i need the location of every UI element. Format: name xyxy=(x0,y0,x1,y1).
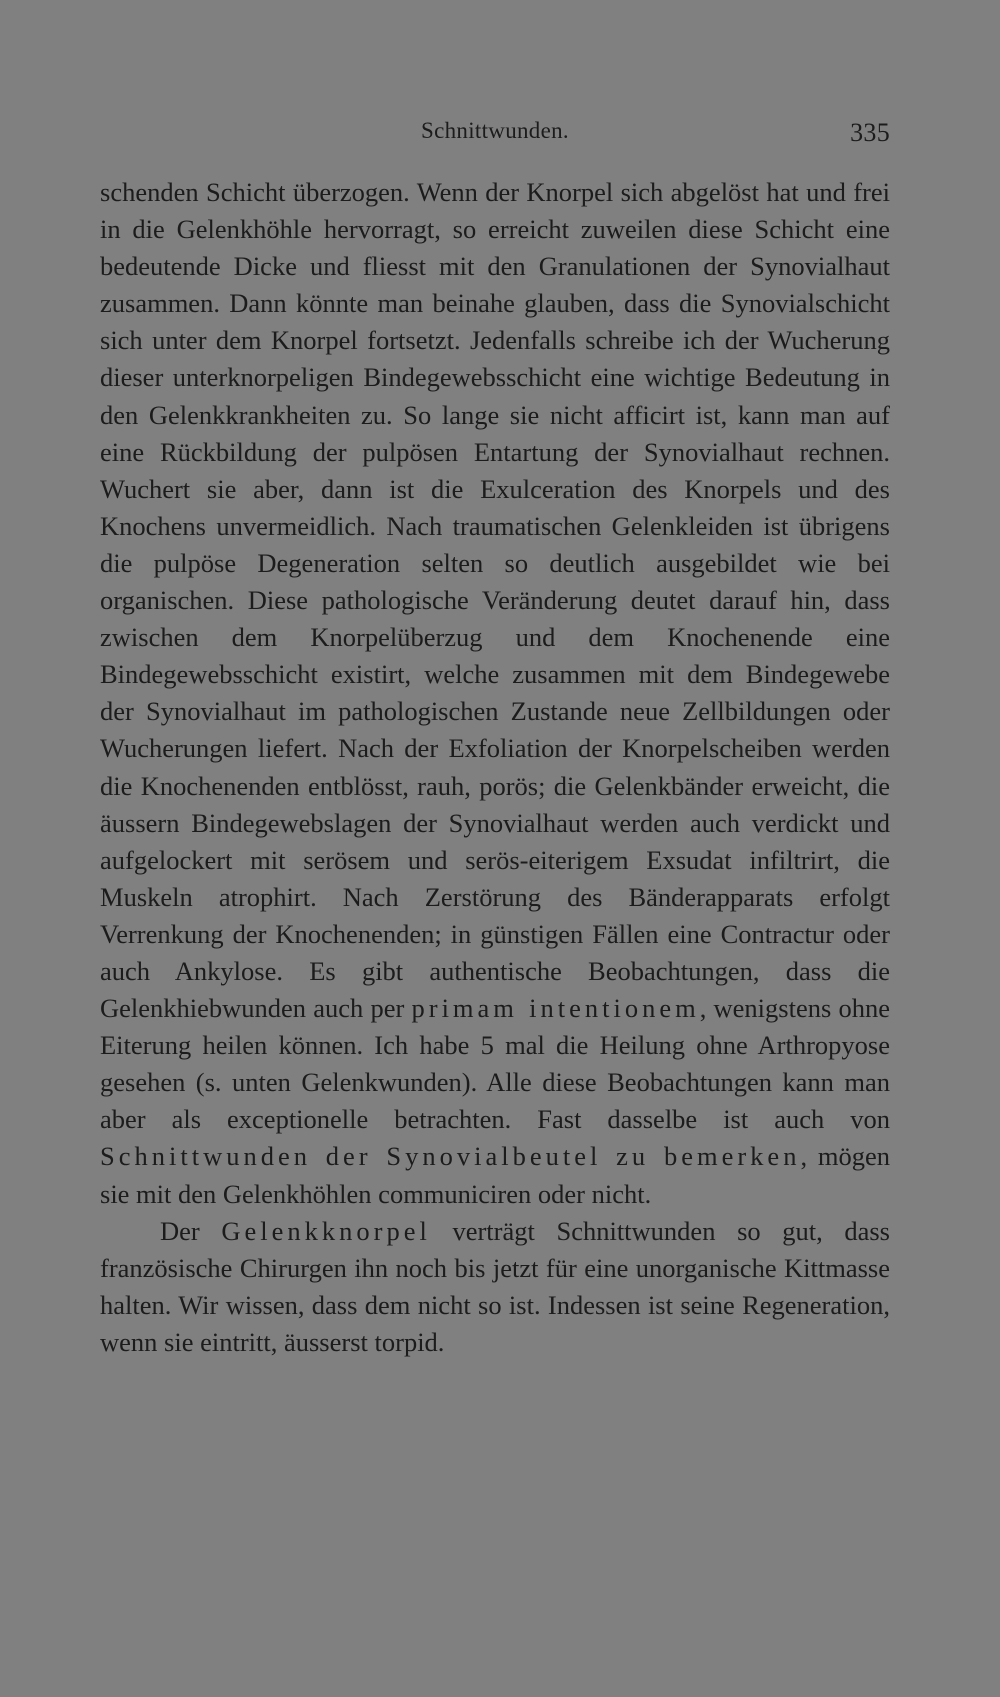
body-text xyxy=(100,174,890,1361)
text-segment: schenden Schicht überzogen. Wenn der Knorpel sich abgelöst hat und frei in die Gelenkhöhle hervorragt, so erreicht zuweilen diese Schicht eine bedeutende Dicke und fliesst mit den Granulationen der Synovialhaut zusammen. Dann könnte man beinahe glauben, dass die Synovialschicht sich unter dem Knorpel fortsetzt. Jedenfalls schreibe ich der Wucherung dieser unterknorpeligen Bindegewebsschicht eine wichtige Bedeutung in den Gelenkkrankheiten zu. So lange sie nicht afficirt ist, kann man auf eine Rückbildung der pulpösen Entartung der Synovialhaut rechnen. Wuchert sie aber, dann ist die Exulceration des Knorpels und des Knochens unvermeidlich. Nach traumatischen Gelenkleiden ist übrigens die pulpöse Degeneration selten so deutlich ausgebildet wie bei organischen. Diese pathologische Veränderung deutet darauf hin, dass zwischen dem Knorpelüberzug und dem Knochenende eine Bindegewebsschicht existirt, welche zusammen mit dem Bindegewebe der Synovialhaut im pathologischen Zustande neue Zellbildungen oder Wucherungen liefert. Nach der Exfoliation der Knorpelscheiben werden die Knochenenden entblösst, rauh, porös; die Gelenkbänder erweicht, die äussern Bindegewebslagen der Synovialhaut werden auch verdickt und aufgelockert mit serösem und serös-eiterigem Exsudat infiltrirt, die Muskeln atrophirt. Nach Zerstörung des Bänderapparats erfolgt Verrenkung der Knochenenden; in günstigen Fällen eine Contractur oder auch Ankylose. Es gibt authentische Beobachtungen, dass die Gelenkhiebwunden auch per xyxy=(100,177,890,1024)
text-segment: , mögen sie mit den Gelenkhöhlen communiciren oder nicht. xyxy=(100,1141,890,1209)
running-head-title: Schnittwunden. xyxy=(421,118,569,143)
paragraph-1 xyxy=(100,174,890,1213)
text-segment: verträgt Schnittwunden so gut, dass französische Chirurgen ihn noch bis jetzt für eine unorganische Kittmasse halten. Wir wissen, dass dem nicht so ist. Indessen ist seine Regeneration, wenn sie eintritt, äusserst torpid. xyxy=(100,1215,890,1357)
page-number: 335 xyxy=(850,118,890,147)
spaced-emphasis: Gelenkknorpel xyxy=(221,1215,431,1246)
text-segment: , wenigstens ohne Eiterung heilen können. Ich habe 5 mal die Heilung ohne Arthropyose gesehen (s. unten Gelenkwunden). Alle diese Beobachtungen kann man aber als exceptionelle betrachten. Fast dasselbe ist auch von xyxy=(100,993,891,1135)
running-head xyxy=(100,118,890,150)
paragraph-2 xyxy=(100,1213,890,1361)
spaced-emphasis: Schnittwunden der Synovialbeutel zu bemerken xyxy=(100,1141,801,1172)
spaced-emphasis: primam intentionem xyxy=(411,993,700,1024)
text-segment: Der xyxy=(160,1215,222,1246)
